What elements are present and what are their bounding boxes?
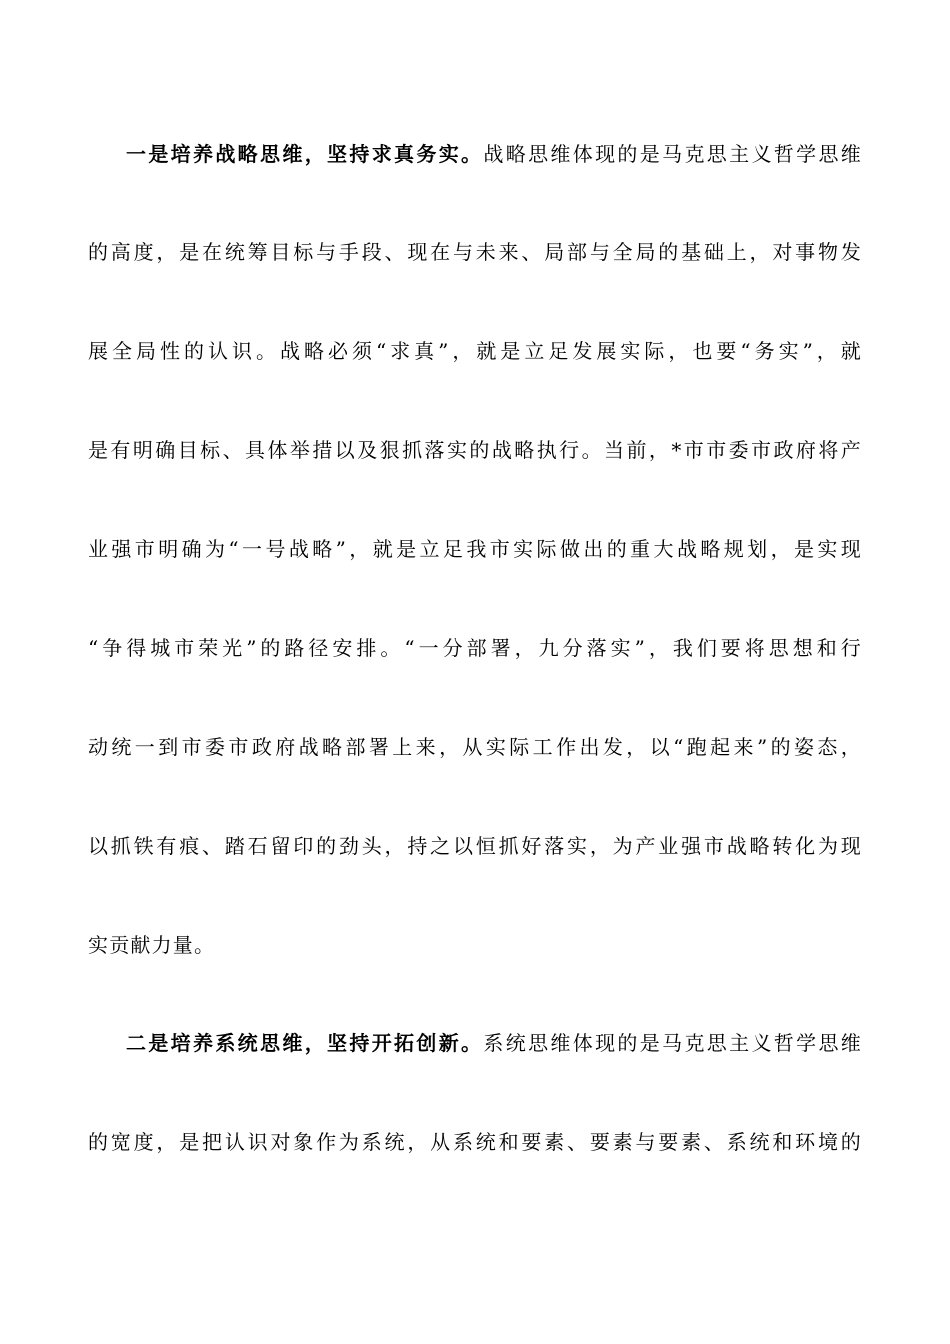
paragraph-1-line-8: 以抓铁有痕、踏石留印的劲头，持之以恒抓好落实，为产业强市战略转化为现 — [88, 834, 862, 858]
paragraph-1-text: 战略思维体现的是马克思主义哲学思维 — [483, 142, 862, 166]
paragraph-1-line-1 — [126, 134, 862, 174]
paragraph-1-line-2: 的高度，是在统筹目标与手段、现在与未来、局部与全局的基础上，对事物发 — [88, 240, 862, 264]
paragraph-2-line-1 — [126, 1023, 862, 1063]
paragraph-1-line-3: 展全局性的认识。战略必须“求真”，就是立足发展实际，也要“务实”，就 — [88, 339, 862, 363]
paragraph-2-heading: 二是培养系统思维，坚持开拓创新。 — [126, 1031, 484, 1055]
paragraph-1-line-5: 业强市明确为“一号战略”，就是立足我市实际做出的重大战略规划，是实现 — [88, 537, 862, 561]
paragraph-1-line-7: 动统一到市委市政府战略部署上来，从实际工作出发，以“跑起来”的姿态， — [88, 735, 862, 759]
paragraph-2-line-2: 的宽度，是把认识对象作为系统，从系统和要素、要素与要素、系统和环境的 — [88, 1130, 862, 1154]
paragraph-1-heading: 一是培养战略思维，坚持求真务实。 — [126, 142, 484, 166]
paragraph-2-text: 系统思维体现的是马克思主义哲学思维 — [483, 1031, 862, 1055]
paragraph-1-line-6: “争得城市荣光”的路径安排。“一分部署，九分落实”，我们要将思想和行 — [88, 636, 862, 660]
paragraph-1-line-4: 是有明确目标、具体举措以及狠抓落实的战略执行。当前，*市市委市政府将产 — [88, 438, 862, 462]
paragraph-1-line-9: 实贡献力量。 — [88, 933, 216, 957]
